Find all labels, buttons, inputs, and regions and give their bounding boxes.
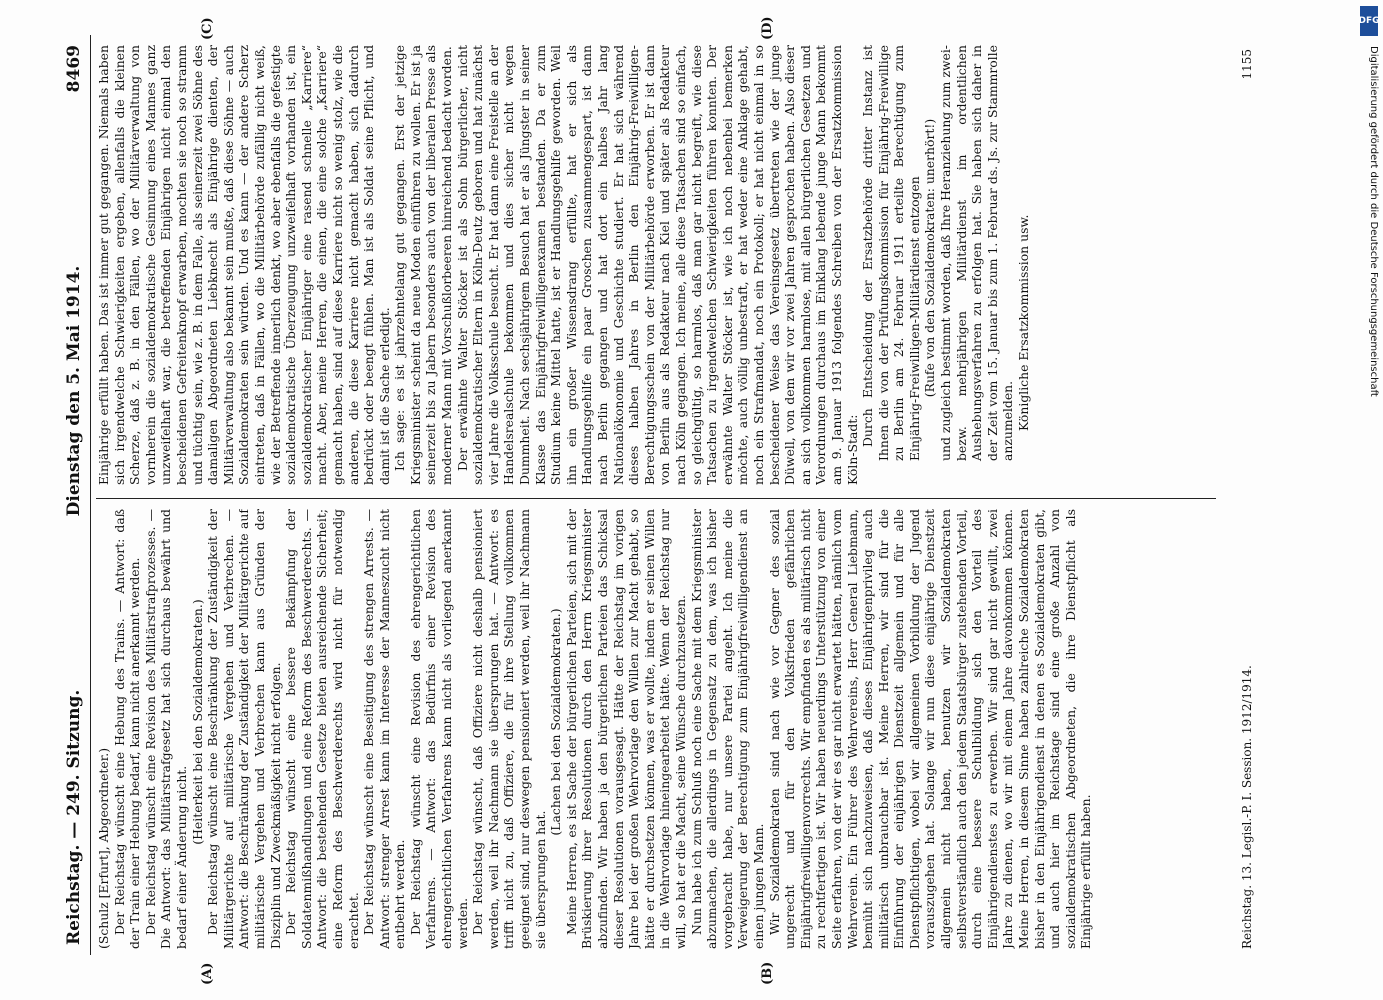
dfg-sidebar <box>1359 6 1379 996</box>
running-header <box>60 35 88 955</box>
paragraph: Wir Sozialdemokraten sind nach wie vor Gegner des sozial ungerecht und für den Volksfrieden gefährlichen Einjährigfreiwilligenvorrechts. Wir empfinden es als militärisch nicht zu rechtfertigen ist. Wir haben neuerdings Unterstützung von einer Seite erfahren, von der wir es gar nicht erwartet hätten, nämlich vom Wehrverein. Ein Führer des Wehrvereins, Herr General Liebmann, bemüht sich nachzuweisen, daß dieses Einjährigenprivileg auch militärisch unbrauchbar ist. Meine Herren, wir sind für die Einführung der einjährigen Dienstzeit allgemein und für alle Dienstpflichtigen, wobei wir allgemeinen Vorbildung der Jugend vorauszugehen hat. Solange wir nun diese einjährige Dienstzeit allgemein nicht haben, benutzen wir Sozialdemokraten selbstverständlich auch den jedem Staatsbürger zustehenden Vorteil, durch eine bessere Schulbildung sich den Vorteil des Einjährigendienstes zu erwerben. Wir sind gar nicht gewillt, zwei Jahre zu dienen, wo wir mit einem Jahre davonkommen können. Meine Herren, in diesem Sinne haben zahlreiche Sozialdemokraten bisher in den Einjährigendienst in denen es Sozialdemokraten gibt, und auch hier im Reichstage sind eine große Anzahl von sozialdemokratischen Abgeordneten, die ihre Dienstpflicht als Einjährige erfüllt haben. <box>766 509 1094 949</box>
paragraph: Einjährige erfüllt haben. Das ist immer gut gegangen. Niemals haben sich irgendwelche Schwierigkeiten ergeben, allenfalls die kleinen Scherze, daß z. B. in den Fällen, wo der Militärverwaltung von vornherein die sozialdemokratische Gesinnung eines Mannes ganz unzweifelhaft war, die betreffenden Einjährigen nicht einmal den bescheidenen Gefreitenknopf erwarben, mochten sie noch so stramm und tüchtig sein, wie z. B. in dem Falle, als seinerzeit zwei Söhne des damaligen Abgeordneten Liebknecht als Einjährige dienten, der Militärverwaltung also bekannt sein mußte, daß diese Söhne — auch Sozialdemokraten sein würden. Und es kann — der andere Scherz eintreten, daß in Fällen, wo die Militärbehörde zufällig nicht weiß, wie der Betreffende innerlich denkt, wo aber ebenfalls die gefestigte sozialdemokratische Überzeugung unzweifelhaft vorhanden ist, ein sozialdemokratischer Einjähriger eine rasend schnelle „Karriere“ macht. Aber, meine Herren, die einen, die eine solche „Karriere“ gemacht haben, sind auf diese Karriere nicht so wenig stolz, wie die anderen, die diese Karriere nicht gemacht haben, sich dadurch bedrückt oder beengt fühlen. Man ist als Soldat seine Pflicht, und damit ist die Sache erledigt. <box>96 45 392 485</box>
margin-mark-d: (D) <box>760 16 775 40</box>
rotated-document <box>60 16 1330 985</box>
quoted-letter: und zugleich bestimmt worden, daß Ihre Heranziehung zum zwei- bezw. mehrjährigen Militärdienst im ordentlichen Aushebungsverfahren zu erfolgen hat. Sie haben sich daher in der Zeit vom 15. Januar bis zum 1. Februar ds. Js. zur Stammrolle anzumelden. <box>938 45 1016 461</box>
text-column-left <box>96 509 1226 949</box>
dfg-funding-note: Digitalisierung gefördert durch die Deutsche Forschungsgemeinschaft <box>1368 46 1379 397</box>
footer-signature-number: 1155 <box>1240 49 1254 80</box>
header-page-number: 8469 <box>64 45 84 93</box>
margin-mark-a: (A) <box>200 962 215 985</box>
footer-session-info: Reichstag. 13. Legisl.-P. I. Session. 1912/1914. <box>1240 665 1254 949</box>
interjection: (Rufe von den Sozialdemokraten: unerhört!) <box>922 118 938 398</box>
column-separator <box>96 498 1216 499</box>
quoted-signature: Königliche Ersatzkommission usw. <box>1016 214 1032 431</box>
footer <box>1240 49 1254 949</box>
text-column-right <box>96 45 1226 485</box>
header-rule <box>90 35 91 955</box>
paragraph: Der Reichstag wünscht eine bessere Bekämpfung der Soldatenmißhandlungen und eine Reform des Beschwerderechts. — Antwort: die bestehenden Gesetze bieten ausreichende Sicherheit; eine Reform des Beschwerderechts wird nicht für notwendig erachtet. <box>283 509 361 949</box>
margin-mark-c: (C) <box>200 17 215 40</box>
speaker-note: (Schulz [Erfurt], Abgeordneter.) <box>96 747 111 949</box>
paragraph: Der Reichstag wünscht eine Revision des ehrengerichtlichen Verfahrens. — Antwort: das Bedürfnis einer Revision des ehrengerichtlichen Verfahrens kann nicht als vorliegend anerkannt werden. <box>407 509 470 949</box>
paragraph: Der Reichstag wünscht eine Revision des Militärstrafprozesses. — Die Antwort: das Militärstrafgesetz hat sich durchaus bewährt und bedarf einer Änderung nicht. <box>142 509 189 949</box>
paragraph: Der erwähnte Walter Stöcker ist als Sohn bürgerlicher, nicht sozialdemokratischer Eltern in Köln-Deutz geboren und hat zunächst vier Jahre die Volksschule besucht. Er hat dann eine Freistelle an der Handelsrealschule bekommen und dies sicher nicht wegen Dummheit. Nach sechsjährigem Besuch hat er als Jüngster in seiner Klasse das Einjährigfreiwilligenexamen bestanden. Da er zum Studium keine Mittel hatte, ist er Handlungsgehilfe geworden. Weil ihn ein großer Wissensdrang erfüllte, hat er sich als Handlungsgehilfe ein paar Groschen zusammengespart, ist dann nach Berlin gegangen und hat dort ein halbes Jahr lang Nationalökonomie und Geschichte studiert. Er hat sich während dieses halben Jahres in Berlin den Einjährig-Freiwilligen-Berechtigungsschein von der Militärbehörde erworben. Er ist dann von Berlin aus als Redakteur nach Kiel und später als Redakteur nach Köln gegangen. Ich meine, alle diese Tatsachen sind so einfach, so gleichgültig, so harmlos, daß man gar nicht begreift, wie diese Tatsachen zu irgendwelchen Schwierigkeiten führen konnten. Der erwähnte Walter Stöcker ist, wie ich noch nebenbei bemerken möchte, auch völlig unbestraft, er hat weder eine Anklage gehabt, noch ein Strafmandat, noch ein Protokoll; er hat nicht einmal in so bescheidener Weise das Vereinsgesetz übertreten wie der junge Düwell, von dem wir vor zwei Jahren gesprochen haben. Also dieser an sich vollkommen harmlose, mit allen bürgerlichen Gesetzen und Verordnungen durchaus im Einklang lebende junge Mann bekommt am 9. Januar 1913 folgendes Schreiben von der Ersatzkommission Köln-Stadt: <box>454 45 860 485</box>
quoted-letter: Durch Entscheidung der Ersatzbehörde dritter Instanz ist Ihnen die von der Prüfungskommission für Einjährig-Freiwillige zu Berlin am 24. Februar 1911 erteilte Berechtigung zum Einjährig-Freiwilligen-Militärdienst entzogen <box>860 45 922 461</box>
paragraph: Der Reichstag wünscht eine Beseitigung des strengen Arrests. — Antwort: strenger Arrest kann im Interesse der Manneszucht nicht entbehrt werden. <box>361 509 408 949</box>
paragraph: Ich sage: es ist jahrzehntelang gut gegangen. Erst der jetzige Kriegsminister scheint da neue Moden einführen zu wollen. Er ist ja seinerzeit bis zu Jabern besonders auch von der liberalen Presse als moderner Mann mit Vorschußlorbeeren hinreichend bedacht worden. <box>392 45 455 485</box>
interjection: (Heiterkeit bei den Sozialdemokraten.) <box>189 599 205 845</box>
paragraph: Meine Herren, es ist Sache der bürgerlichen Parteien, sich mit der Brüskierung ihrer Resolutionen durch den Herrn Kriegsminister abzufinden. Wir haben ja den bürgerlichen Parteien das Schicksal dieser Resolutionen vorausgesagt. Hätte der Reichstag im vorigen Jahre bei der großen Wehrvorlage den Willen zur Macht gehabt, so hätte er durchsetzen können, was er wollte, indem er seinen Willen in die Wehrvorlage hineingearbeitet hätte. Wenn der Reichstag nur will, so hat er die Macht, seine Wünsche durchzusetzen. <box>563 509 688 949</box>
header-date: Dienstag den 5. Mai 1914. <box>64 265 84 517</box>
margin-mark-b: (B) <box>760 961 775 985</box>
dfg-logo: DFG <box>1360 6 1378 36</box>
paragraph: Der Reichstag wünscht eine Hebung des Trains. — Antwort: daß der Train einer Hebung bedarf, kann nicht anerkannt werden. <box>111 509 143 949</box>
paragraph: Der Reichstag wünscht eine Beschränkung der Zuständigkeit der Militärgerichte auf militärische Vergehen und Verbrechen. — Antwort: die Beschränkung der Zuständigkeit der Militärgerichte auf militärische Vergehen und Verbrechen kann aus Gründen der Disziplin und Zweckmäßigkeit nicht erfolgen. <box>205 509 283 949</box>
paragraph: Der Reichstag wünscht, daß Offiziere nicht deshalb pensioniert werden, weil ihr Nachmann sie übersprungen hat. — Antwort: es trifft nicht zu, daß Offiziere, die für ihre Stellung vollkommen geeignet sind, nur deswegen pensioniert werden, weil ihr Nachmann sie übersprungen hat. <box>470 509 548 949</box>
header-session: Reichstag. — 249. Sitzung. <box>64 689 84 945</box>
paragraph: Nun habe ich zum Schluß noch eine Sache mit dem Kriegsminister abzumachen, die allerdings in Gegensatz zu dem, was ich bisher vorgebracht habe, nur unsere Partei angeht. Ich meine die Verweigerung der Berechtigung zum Einjährigfreiwilligendienst an einen jungen Mann. <box>688 509 766 949</box>
interjection: (Lachen bei den Sozialdemokraten.) <box>548 608 564 836</box>
